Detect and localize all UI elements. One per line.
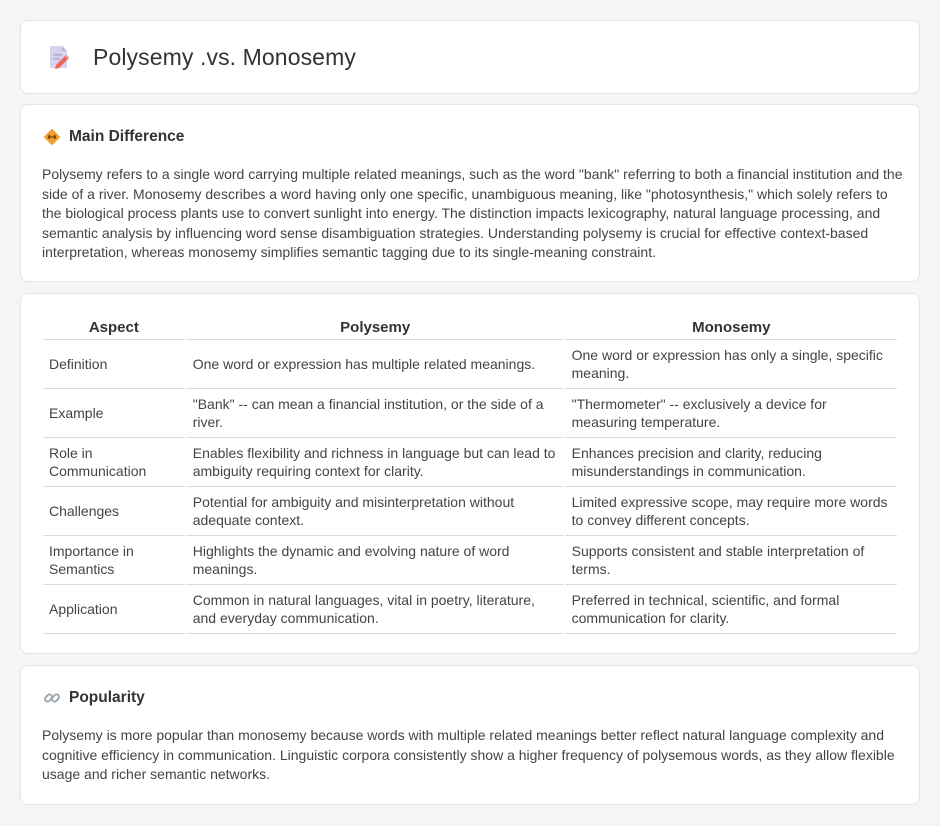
popularity-card xyxy=(20,665,920,805)
aspect-cell: Definition xyxy=(43,340,185,389)
aspect-cell: Role in Communication xyxy=(43,438,185,487)
page-title: Polysemy .vs. Monosemy xyxy=(93,43,356,70)
table-row xyxy=(43,585,897,634)
comparison-card xyxy=(20,293,920,654)
monosemy-cell: Preferred in technical, scientific, and formal communication for clarity. xyxy=(566,585,897,634)
aspect-cell: Importance in Semantics xyxy=(43,536,185,585)
popularity-heading: Popularity xyxy=(69,689,145,706)
table-row xyxy=(43,340,897,389)
table-row xyxy=(43,536,897,585)
table-row xyxy=(43,389,897,438)
header-polysemy: Polysemy xyxy=(187,314,564,340)
main-difference-heading: Main Difference xyxy=(69,128,185,145)
aspect-cell: Example xyxy=(43,389,185,438)
monosemy-cell: Limited expressive scope, may require more words to convey different concepts. xyxy=(566,487,897,536)
polysemy-cell: One word or expression has multiple related meanings. xyxy=(187,340,564,389)
monosemy-cell: One word or expression has only a single, specific meaning. xyxy=(566,340,897,389)
popularity-header xyxy=(43,689,145,707)
main-difference-text: Polysemy refers to a single word carrying multiple related meanings, such as the word "bank" referring to both a financial institution and the side of a river. Monosemy describes a word having only one specific, unambiguous meaning, like "photosynthesis," which solely refers to the biological process plants use to convert sunlight into energy. The distinction impacts lexicography, natural language processing, and semantic analysis by influencing word sense disambiguation strategies. Understanding polysemy is crucial for effective context-based interpretation, whereas monosemy simplifies semantic tagging due to its single-meaning constraint. xyxy=(42,166,903,261)
main-difference-header xyxy=(43,128,184,146)
aspect-cell: Application xyxy=(43,585,185,634)
popularity-text: Polysemy is more popular than monosemy because words with multiple related meanings better reflect natural language complexity and cognitive efficiency in communication. Linguistic corpora consistently show a higher frequency of polysemous words, as they allow flexible usage and richer semantic networks. xyxy=(42,727,895,783)
polysemy-cell: Highlights the dynamic and evolving nature of word meanings. xyxy=(187,536,564,585)
document-pencil-icon xyxy=(47,44,71,70)
header-aspect: Aspect xyxy=(43,314,185,340)
polysemy-cell: Potential for ambiguity and misinterpretation without adequate context. xyxy=(187,487,564,536)
polysemy-cell: Common in natural languages, vital in poetry, literature, and everyday communication. xyxy=(187,585,564,634)
monosemy-cell: Supports consistent and stable interpretation of terms. xyxy=(566,536,897,585)
table-header-row xyxy=(43,314,897,340)
header-monosemy: Monosemy xyxy=(566,314,897,340)
comparison-table xyxy=(41,314,899,634)
table-row xyxy=(43,438,897,487)
polysemy-cell: Enables flexibility and richness in language but can lead to ambiguity requiring context for clarity. xyxy=(187,438,564,487)
link-icon xyxy=(43,689,61,707)
title-card xyxy=(20,20,920,94)
table-row xyxy=(43,487,897,536)
monosemy-cell: Enhances precision and clarity, reducing misunderstandings in communication. xyxy=(566,438,897,487)
main-difference-card xyxy=(20,104,920,282)
monosemy-cell: "Thermometer" -- exclusively a device for measuring temperature. xyxy=(566,389,897,438)
aspect-cell: Challenges xyxy=(43,487,185,536)
polysemy-cell: "Bank" -- can mean a financial institution, or the side of a river. xyxy=(187,389,564,438)
diamond-arrows-icon xyxy=(43,128,61,146)
